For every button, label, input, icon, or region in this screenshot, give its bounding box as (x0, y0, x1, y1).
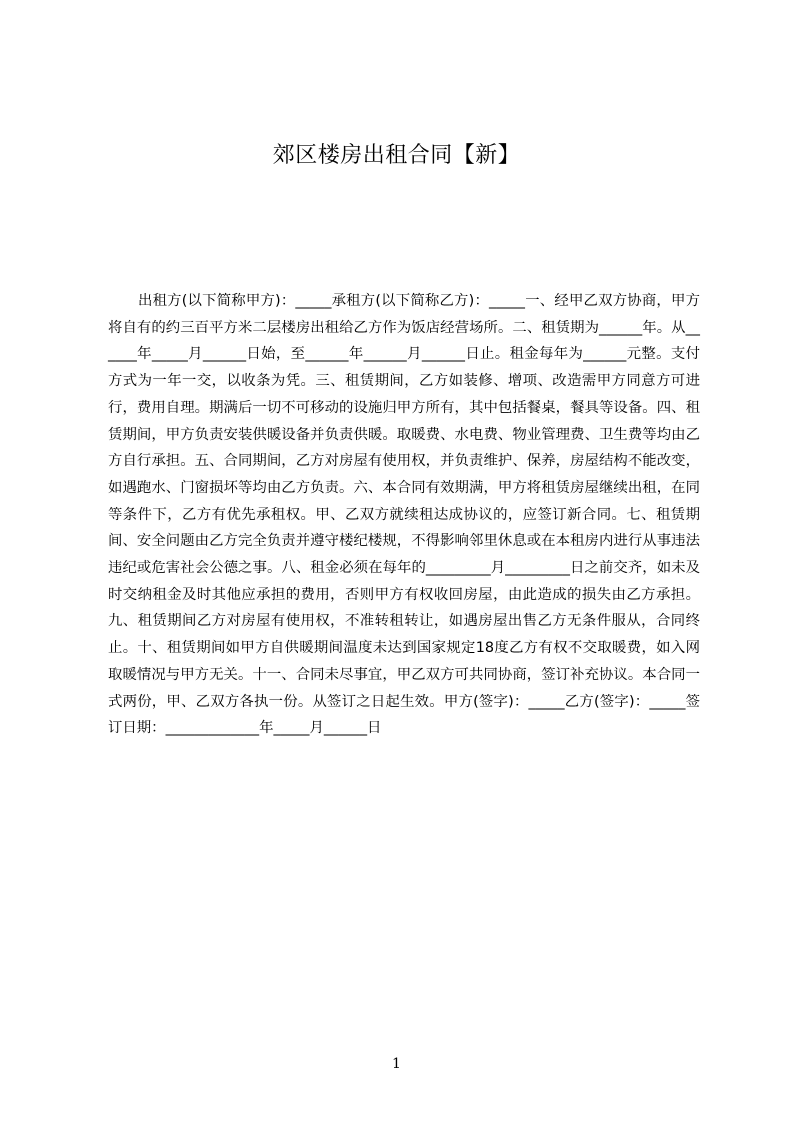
contract-body-text: 出租方(以下简称甲方)：_____承租方(以下简称乙方)：_____一、经甲乙双方协商，甲方将自有的约三百平方米二层楼房出租给乙方作为饭店经营场所。二、租赁期为______年。从______年_____月______日始，至______年______月______日止。租金每年为______元整。支付方式为一年一交，以收条为凭。三、租赁期间，乙方如装修、增项、改造需甲方同意方可进行，费用自理。期满后一切不可移动的设施归甲方所有，其中包括餐桌，餐具等设备。四、租赁期间，甲方负责安装供暖设备并负责供暖。取暖费、水电费、物业管理费、卫生费等均由乙方自行承担。五、合同期间，乙方对房屋有使用权，并负责维护、保养，房屋结构不能改变，如遇跑水、门窗损坏等均由乙方负责。六、本合同有效期满，甲方将租赁房屋继续出租，在同等条件下，乙方有优先承租权。甲、乙双方就续租达成协议的，应签订新合同。七、租赁期间、安全问题由乙方完全负责并遵守楼纪楼规，不得影响邻里休息或在本租房内进行从事违法违纪或危害社会公德之事。八、租金必须在每年的_________月_________日之前交齐，如未及时交纳租金及时其他应承担的费用，否则甲方有权收回房屋，由此造成的损失由乙方承担。九、租赁期间乙方对房屋有使用权，不准转租转让，如遇房屋出售乙方无条件服从，合同终止。十、租赁期间如甲方自供暖期间温度未达到国家规定18度乙方有权不交取暖费，如入网取暖情况与甲方无关。十一、合同未尽事宜，甲乙双方可共同协商，签订补充协议。本合同一式两份，甲、乙双方各执一份。从签订之日起生效。甲方(签字)：_____乙方(签字)：_____签订日期：_____________年_____月______日 (108, 293, 700, 737)
page-number: 1 (392, 1056, 401, 1072)
document-title: 郊区楼房出租合同【新】 (272, 143, 521, 168)
